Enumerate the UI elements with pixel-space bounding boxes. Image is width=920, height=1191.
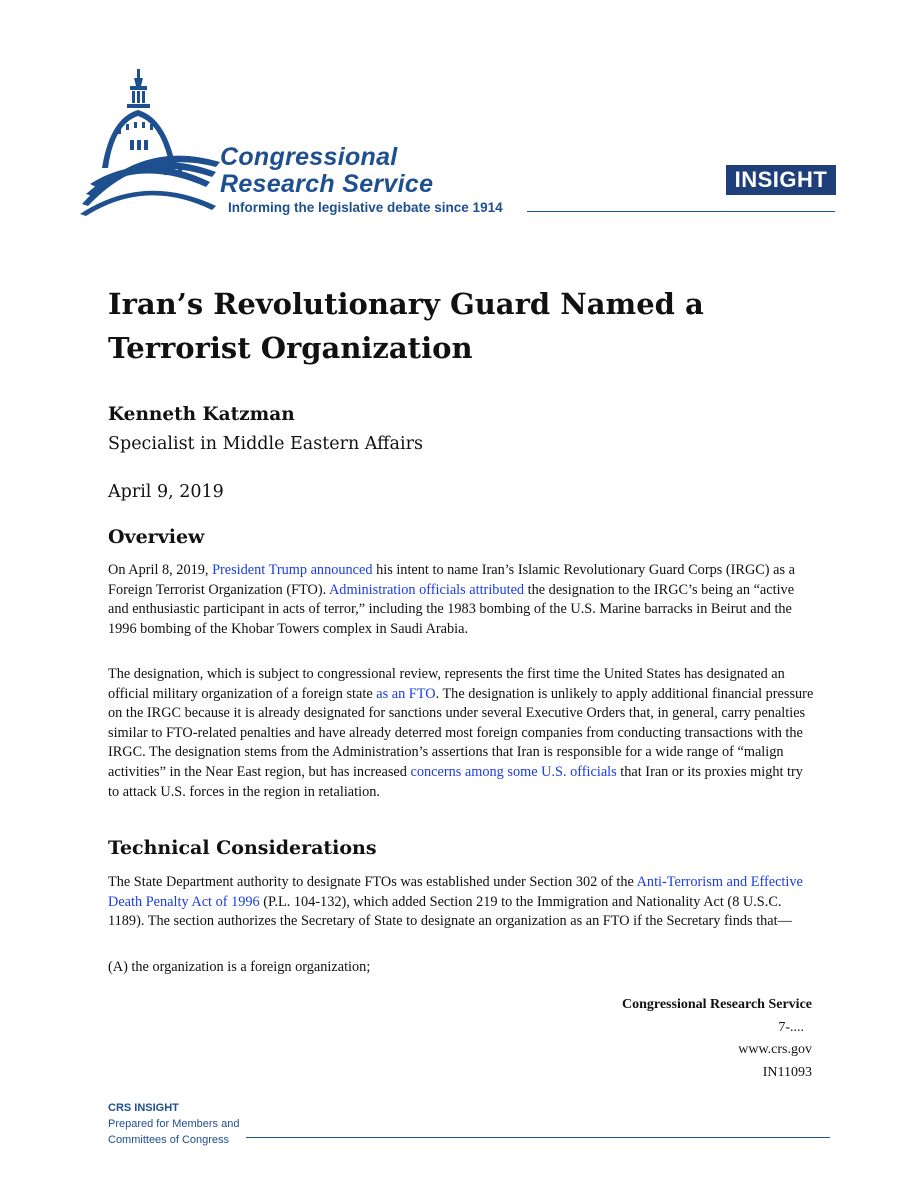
footer-doc-number: 7-....: [778, 1019, 804, 1035]
text-run: the designation to the IRGC’s being an “active and enthusiastic participant in acts of terror,” including the 1983 bombing of the U.S. Marine barracks in Beirut and the 1996 bombing of the Khobar Towers complex in Saudi Arabia.: [108, 581, 795, 637]
crs-wordmark: [220, 144, 433, 198]
text-run: On April 8, 2019,: [108, 562, 213, 578]
footer-website: www.crs.gov: [738, 1042, 812, 1057]
text-run: The State Department authority to designate FTOs was established under Section 302 of the: [108, 874, 637, 890]
author-title: Specialist in Middle Eastern Affairs: [108, 434, 423, 454]
page-footer: [622, 994, 812, 1084]
page-title: Iran’s Revolutionary Guard Named a Terrorist Organization: [108, 287, 704, 365]
publication-date: April 9, 2019: [108, 482, 224, 502]
text-run: The designation, which is subject to congressional review, represents the first time the United States has designated an official military organization of a foreign state: [108, 666, 785, 702]
link-as-an-fto[interactable]: as an FTO: [376, 685, 436, 702]
text-run: his intent to name Iran’s Islamic Revolutionary Guard Corps (IRGC) as a Foreign Terrorist Organization (FTO).: [108, 562, 795, 598]
header-divider: [527, 211, 835, 212]
text-run: that Iran or its proxies might try to attack U.S. forces in the region in retaliation.: [108, 763, 803, 800]
footer-org: Congressional Research Service: [621, 997, 812, 1012]
technical-paragraph-2: (A) the organization is a foreign organization;: [108, 959, 371, 975]
overview-heading: Overview: [108, 526, 205, 548]
link-president-trump-announced[interactable]: President Trump announced: [212, 562, 373, 578]
text-run: . The designation is unlikely to apply additional financial pressure on the IRGC because it is already designated for sanctions under several Executive Orders that, in general, carry penalties similar to FTO-related penalties and have already deterred most foreign companies from conducting transactions with the IRGC. The designation stems from the Administration’s assertions that Iran is responsible for a wide range of “malign activities” in the Near East region, but has increased: [108, 685, 814, 780]
technical-paragraph-1: [108, 873, 816, 932]
crs-tagline: Informing the legislative debate since 1914: [228, 200, 503, 215]
insight-badge: INSIGHT: [726, 165, 836, 195]
crs-wordmark-line1: Congressional: [220, 143, 398, 171]
link-concerns-among-officials[interactable]: concerns among some U.S. officials: [410, 763, 617, 780]
text-run: (P.L. 104-132), which added Section 219 to the Immigration and Nationality Act (8 U.S.C. 1189). The section authorizes the Secretary of State to designate an organization as an FTO if the Secretary finds that—: [108, 893, 792, 930]
link-aedpa-1996[interactable]: Anti-Terrorism and Effective Death Penalty Act of 1996: [108, 874, 803, 910]
footer-product-id: IN11093: [762, 1064, 812, 1080]
prepared-line-2: Committees of Congress: [108, 1134, 230, 1146]
crs-logo: [80, 66, 840, 226]
overview-paragraph-2: [108, 665, 816, 802]
link-administration-officials-attributed[interactable]: Administration officials attributed: [328, 581, 525, 598]
prepared-line-1: Prepared for Members and: [108, 1118, 240, 1130]
capitol-dome-icon: [80, 66, 220, 226]
overview-paragraph-1: [108, 561, 816, 639]
crs-wordmark-line2: Research Service: [220, 170, 434, 198]
crs-insight-label: [108, 1100, 239, 1148]
footer-divider: [246, 1137, 830, 1138]
author-name: Kenneth Katzman: [108, 404, 295, 425]
technical-heading: Technical Considerations: [108, 837, 377, 859]
series-label: CRS INSIGHT: [108, 1102, 179, 1114]
